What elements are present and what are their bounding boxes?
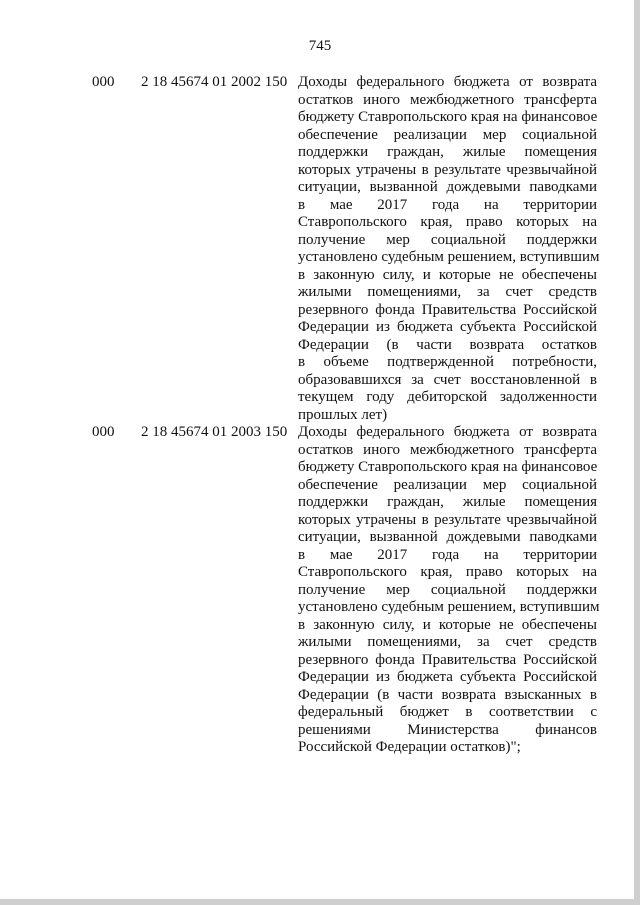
- description-line: Доходы федерального бюджета от возврата: [298, 74, 597, 90]
- description-line: прошлых лет): [298, 406, 388, 423]
- description-line: которых утрачены в результате чрезвычайной: [298, 511, 597, 528]
- description-line: федеральный бюджет в соответствии с: [298, 704, 597, 720]
- description-line: бюджету Ставропольского края на финансовое: [298, 109, 598, 125]
- budget-classification-code: 2 18 45674 01 2002 150: [141, 74, 288, 90]
- description-line: Федерации (в части возврата остатков: [298, 336, 597, 353]
- description-line: текущем году дебиторской задолженности: [298, 389, 597, 405]
- description-line: остатков иного межбюджетного трансферта: [298, 441, 597, 458]
- description-line: в законную силу, и которые не обеспечены: [298, 616, 597, 633]
- description-line: обеспечение реализации мер социальной: [298, 476, 597, 493]
- admin-code: 000: [92, 74, 115, 90]
- description-line: обеспечение реализации мер социальной: [298, 126, 597, 143]
- entry-description: [298, 74, 600, 424]
- description-line: Федерации из бюджета субъекта Российской: [298, 319, 597, 335]
- admin-code: 000: [92, 424, 115, 440]
- description-line: в законную силу, и которые не обеспечены: [298, 266, 597, 283]
- description-line: поддержки граждан, жилые помещения: [298, 144, 597, 160]
- description-line: Ставропольского края, право которых на: [298, 564, 597, 580]
- description-line: получение мер социальной поддержки: [298, 581, 597, 598]
- description-line: Доходы федерального бюджета от возврата: [298, 424, 597, 440]
- description-line: жилыми помещениями, за счет средств: [298, 634, 597, 650]
- description-line: в мае 2017 года на территории: [298, 546, 597, 563]
- description-line: в объеме подтвержденной потребности,: [298, 354, 597, 370]
- description-line: в мае 2017 года на территории: [298, 196, 597, 213]
- description-line: поддержки граждан, жилые помещения: [298, 494, 597, 510]
- page-number: 745: [308, 38, 332, 54]
- entry-description: [298, 424, 600, 757]
- description-line: которых утрачены в результате чрезвычайной: [298, 161, 597, 178]
- description-line: резервного фонда Правительства Российской: [298, 651, 597, 668]
- description-line: образовавшихся за счет восстановленной в: [298, 371, 597, 388]
- description-line: бюджету Ставропольского края на финансовое: [298, 459, 598, 475]
- description-line: установлено судебным решением, вступившим: [298, 249, 600, 265]
- description-line: решениями Министерства финансов: [298, 721, 597, 738]
- description-line: Ставропольского края, право которых на: [298, 214, 597, 230]
- description-line: Федерации (в части возврата взысканных в: [298, 686, 597, 703]
- description-line: резервного фонда Правительства Российской: [298, 301, 597, 318]
- description-line: Федерации из бюджета субъекта Российской: [298, 669, 597, 685]
- description-line: жилыми помещениями, за счет средств: [298, 284, 597, 300]
- description-line: остатков иного межбюджетного трансферта: [298, 91, 597, 108]
- description-line: установлено судебным решением, вступившим: [298, 599, 600, 615]
- description-line: ситуации, вызванной дождевыми паводками: [298, 179, 597, 195]
- budget-classification-code: 2 18 45674 01 2003 150: [141, 424, 288, 440]
- description-line: ситуации, вызванной дождевыми паводками: [298, 529, 597, 545]
- description-line: Российской Федерации остатков)";: [298, 739, 521, 755]
- description-line: получение мер социальной поддержки: [298, 231, 597, 248]
